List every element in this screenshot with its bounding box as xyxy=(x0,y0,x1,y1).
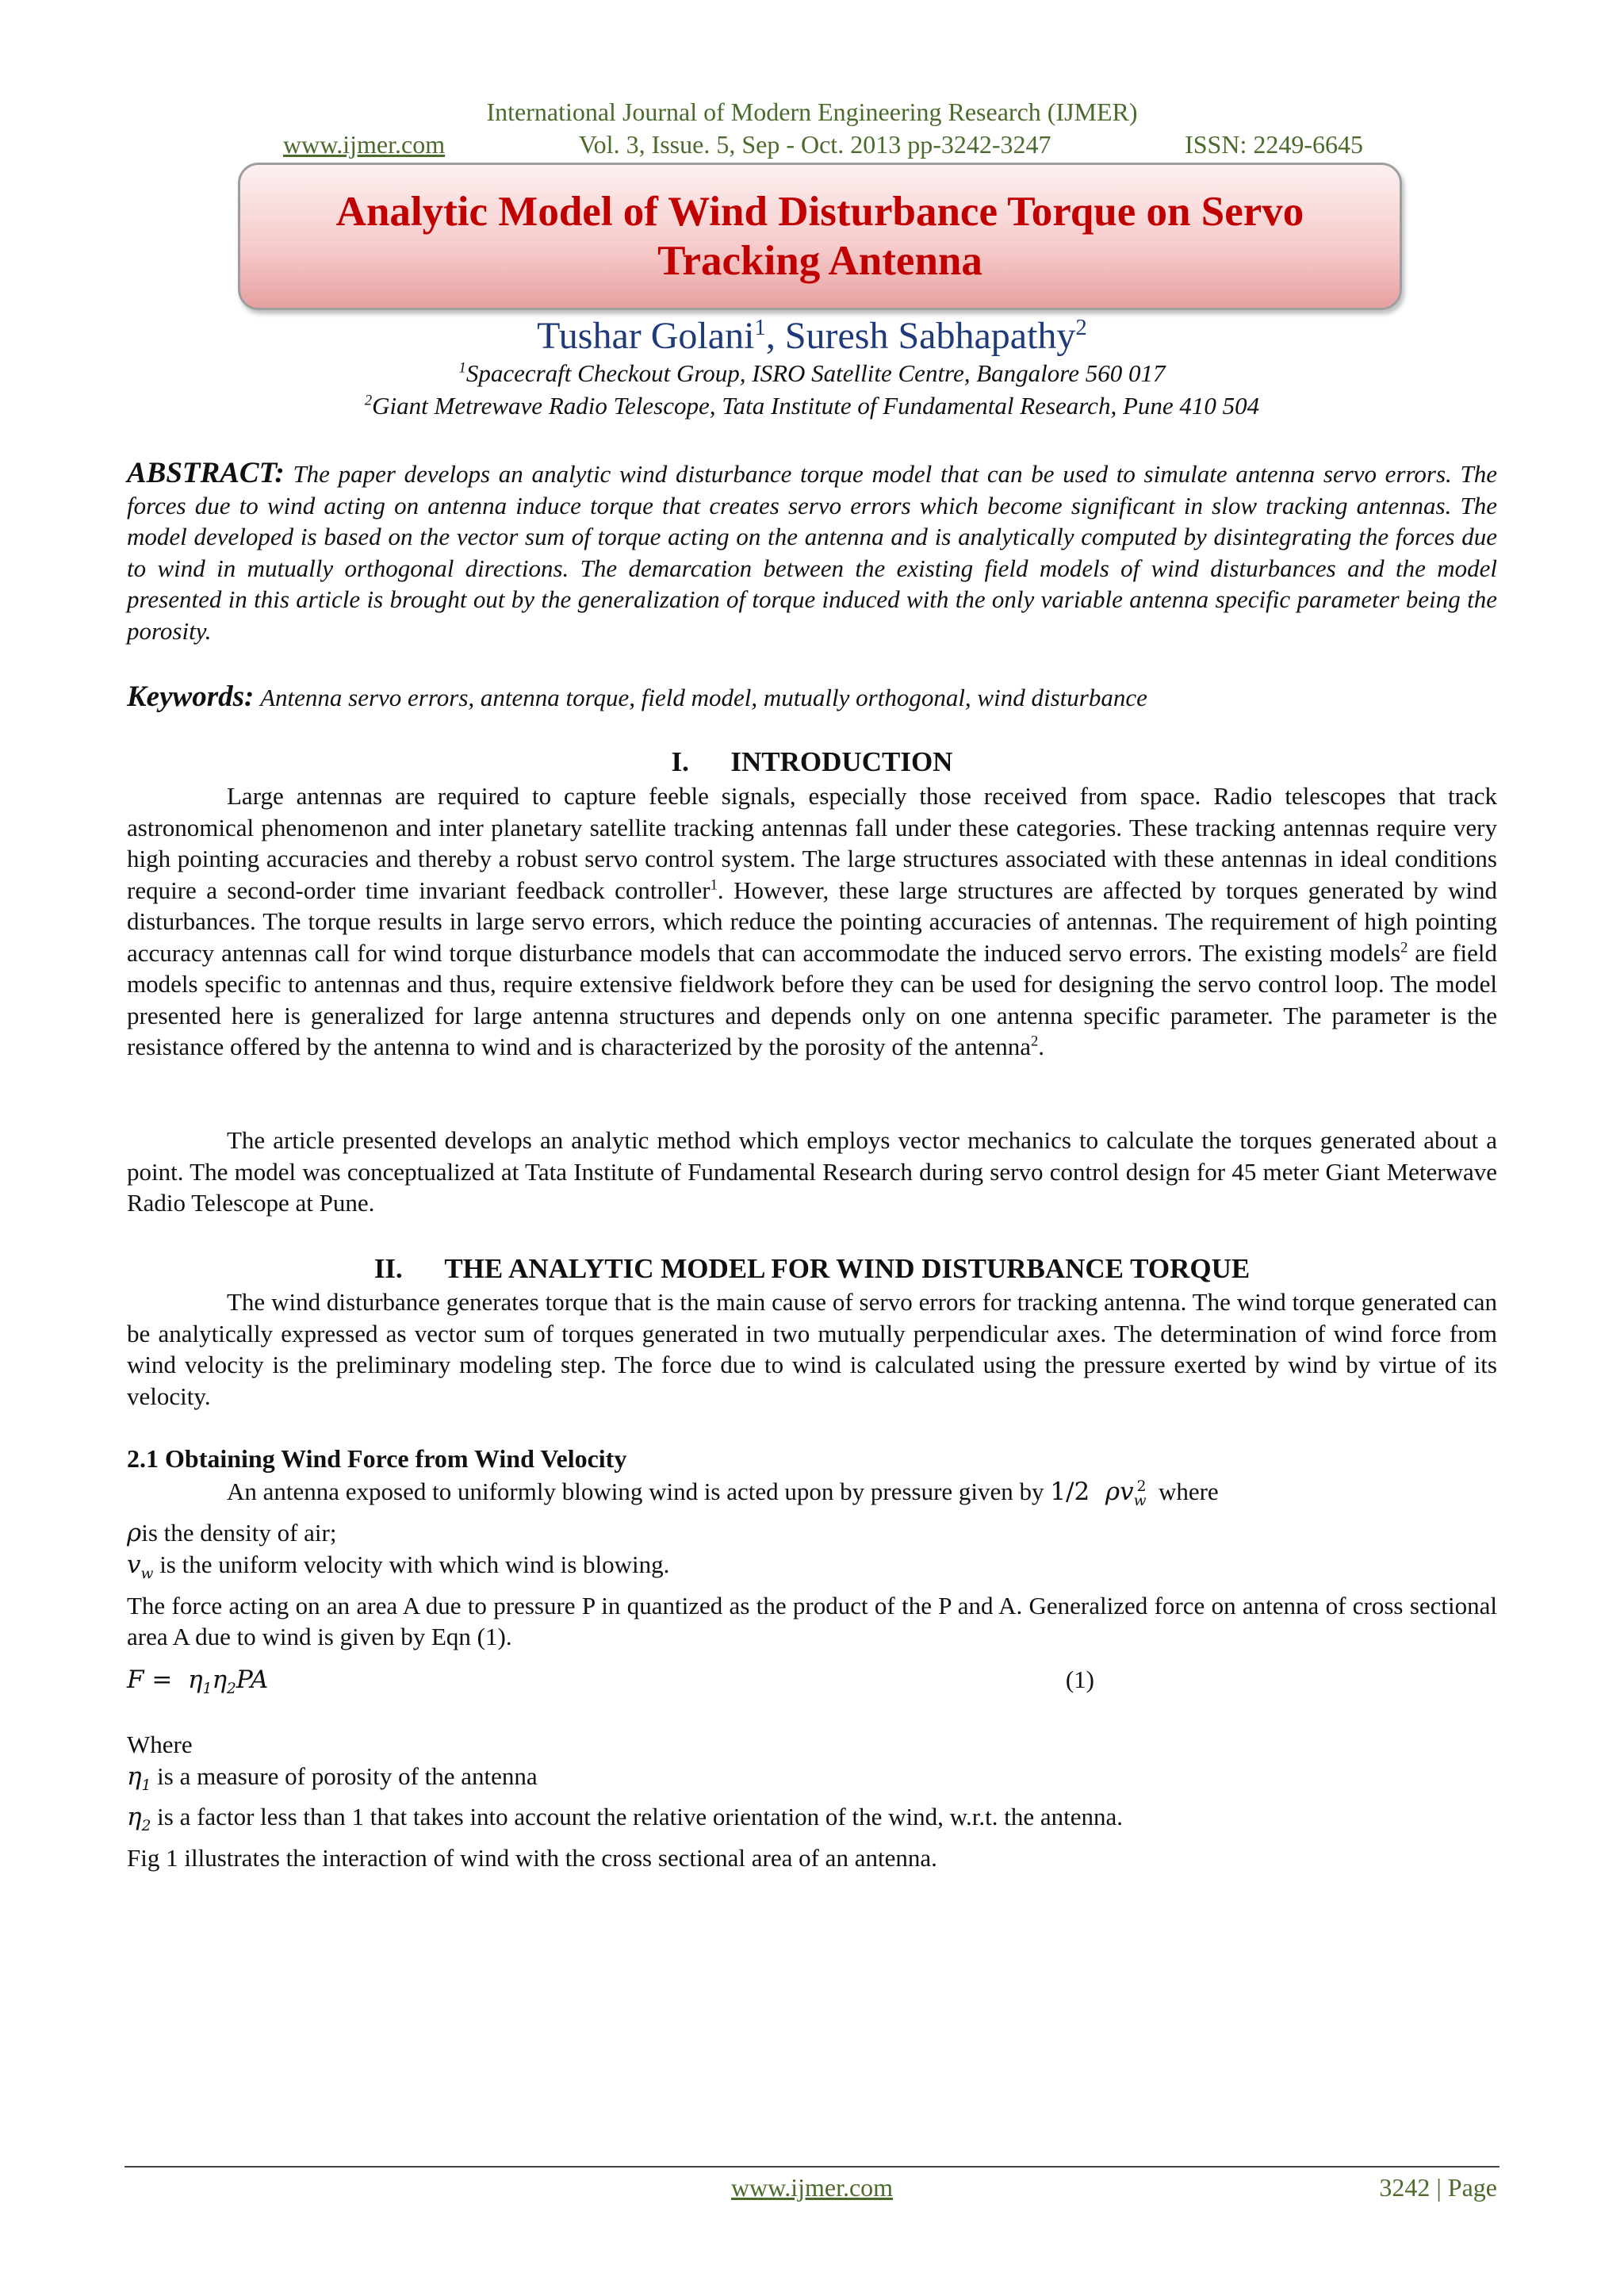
paragraph-text: Large antennas are required to capture feeble signals, especially those received from space. Radio telescopes that track astronomical phenomenon and inter planetary satellite tracking antennas fall under these categories. These tracking antennas require very high pointing accuracies and thereby a robust servo control system. The large structures associated with these antennas in ideal conditions require a second-order time invariant feedback controller xyxy=(127,782,1497,904)
citation-mark: 2 xyxy=(1030,1033,1039,1050)
section-title: THE ANALYTIC MODEL FOR WIND DISTURBANCE TORQUE xyxy=(444,1253,1251,1284)
author-name: Tushar Golani xyxy=(537,315,755,357)
abstract-text: The paper develops an analytic wind disturbance torque model that can be used to simulate antenna servo errors. The forces due to wind acting on antenna induce torque that creates servo errors which become significant in slow tracking antennas. The model developed is based on the vector sum of torque acting on the antenna and is analytically computed by disintegrating the forces due to wind in mutually orthogonal directions. The demarcation between the existing field models of wind disturbances and the model presented in this article is brought out by the generalization of torque induced with the only variable antenna specific parameter being the porosity. xyxy=(127,460,1497,645)
journal-info-line xyxy=(283,130,1363,159)
citation-mark: 2 xyxy=(1400,939,1408,956)
eta2-symbol: $\eta_2$ xyxy=(127,1803,151,1835)
citation-mark: 1 xyxy=(710,876,718,894)
section-title: INTRODUCTION xyxy=(730,746,953,777)
title-banner xyxy=(238,163,1402,310)
section-number: II. xyxy=(373,1253,403,1284)
subsection-heading: 2.1 Obtaining Wind Force from Wind Velocity xyxy=(127,1444,627,1473)
equation-1: $F = \eta_1\eta_2PA$ xyxy=(127,1665,269,1698)
rho-symbol: ρ xyxy=(127,1518,142,1547)
abstract xyxy=(127,458,1497,646)
keywords-label: Keywords: xyxy=(127,680,255,713)
author-affiliation-mark: 2 xyxy=(1075,315,1087,340)
page-number: 3242 | Page xyxy=(1379,2173,1497,2202)
paragraph-text: where xyxy=(1158,1478,1219,1505)
affiliation xyxy=(0,392,1624,420)
paragraph-text: An antenna exposed to uniformly blowing wind is acted upon by pressure given by xyxy=(227,1478,1044,1505)
paper-title: Analytic Model of Wind Disturbance Torque on Servo Tracking Antenna xyxy=(335,189,1304,284)
eta1-symbol: $\eta_1$ xyxy=(127,1761,151,1794)
keywords-text: Antenna servo errors, antenna torque, field model, mutually orthogonal, wind disturbance xyxy=(260,684,1147,711)
pressure-paragraph xyxy=(127,1476,1497,1653)
where-block xyxy=(127,1729,1497,1873)
paragraph-text: Fig 1 illustrates the interaction of wind with the cross sectional area of an antenna. xyxy=(127,1843,937,1872)
section-heading xyxy=(0,746,1624,778)
affiliation xyxy=(0,359,1624,388)
footer-url-link[interactable]: www.ijmer.com xyxy=(730,2173,894,2202)
model-paragraph: The wind disturbance generates torque that is the main cause of servo errors for tracking antenna. The wind torque generated can be analytically expressed as vector sum of torques generated in two mutually perpendicular axes. The determination of wind force from wind velocity is the preliminary modeling step. The force due to wind is calculated using the pressure exerted by wind by virtue of its velocity. xyxy=(127,1288,1497,1410)
paragraph-text: is a factor less than 1 that takes into account the relative orientation of the wind, w.r.t. the antenna. xyxy=(157,1803,1123,1831)
section-heading xyxy=(0,1253,1624,1285)
affiliation-mark: 2 xyxy=(364,392,373,409)
equation-inline: 1/2 $\rho v_w^2$ xyxy=(1050,1478,1147,1510)
author-list xyxy=(0,314,1624,358)
paragraph-text: is a measure of porosity of the antenna xyxy=(157,1761,538,1790)
paragraph-text: is the uniform velocity with which wind is blowing. xyxy=(159,1550,670,1579)
paragraph-text: . xyxy=(1038,1033,1045,1060)
affiliation-text: Spacecraft Checkout Group, ISRO Satellite Centre, Bangalore 560 017 xyxy=(465,359,1166,387)
journal-issn: ISSN: 2249-6645 xyxy=(1185,130,1363,159)
author-separator: , xyxy=(765,315,785,357)
paragraph-text: are field models specific to antennas and thus, require extensive fieldwork before they can be used for designing the servo control loop. The model presented here is generalized for large antenna structures and depends only on one antenna specific parameter. The parameter is the resistance offered by the antenna to wind and is characterized by the porosity of the antenna xyxy=(127,938,1498,1060)
footer-divider xyxy=(124,2166,1500,2168)
section-number: I. xyxy=(671,746,689,777)
paragraph-text: is the density of air; xyxy=(141,1518,337,1547)
abstract-label: ABSTRACT: xyxy=(127,457,285,489)
journal-url-link[interactable]: www.ijmer.com xyxy=(283,130,446,159)
author-affiliation-mark: 1 xyxy=(754,315,766,340)
vw-symbol: $v_w$ xyxy=(127,1550,154,1583)
paragraph-text: Where xyxy=(127,1731,193,1758)
affiliation-text: Giant Metrewave Radio Telescope, Tata Institute of Fundamental Research, Pune 410 504 xyxy=(372,392,1260,420)
journal-volume: Vol. 3, Issue. 5, Sep - Oct. 2013 pp-3242-3247 xyxy=(578,130,1051,159)
paragraph-text: The force acting on an area A due to pressure P in quantized as the product of the P and A. Generalized force on antenna of cross sectional area A due to wind is given by Eqn (1). xyxy=(127,1591,1497,1651)
affiliation-mark: 1 xyxy=(458,359,466,377)
paragraph-text: . However, these large structures are affected by torques generated by wind disturbances. The torque results in large servo errors, which reduce the pointing accuracies of antennas. The requirement of high pointing accuracy antennas call for wind torque disturbance models that can accommodate the induced servo errors. The existing models xyxy=(127,876,1497,967)
intro-paragraph xyxy=(127,780,1497,1063)
keywords xyxy=(127,681,1497,714)
intro-paragraph: The article presented develops an analytic method which employs vector mechanics to calculate the torques generated about a point. The model was conceptualized at Tata Institute of Fundamental Research during servo control design for 45 meter Giant Meterwave Radio Telescope at Pune. xyxy=(127,1126,1497,1217)
author-name: Suresh Sabhapathy xyxy=(784,315,1076,357)
equation-number: (1) xyxy=(1065,1665,1094,1693)
journal-title: International Journal of Modern Engineering Research (IJMER) xyxy=(486,98,1138,126)
